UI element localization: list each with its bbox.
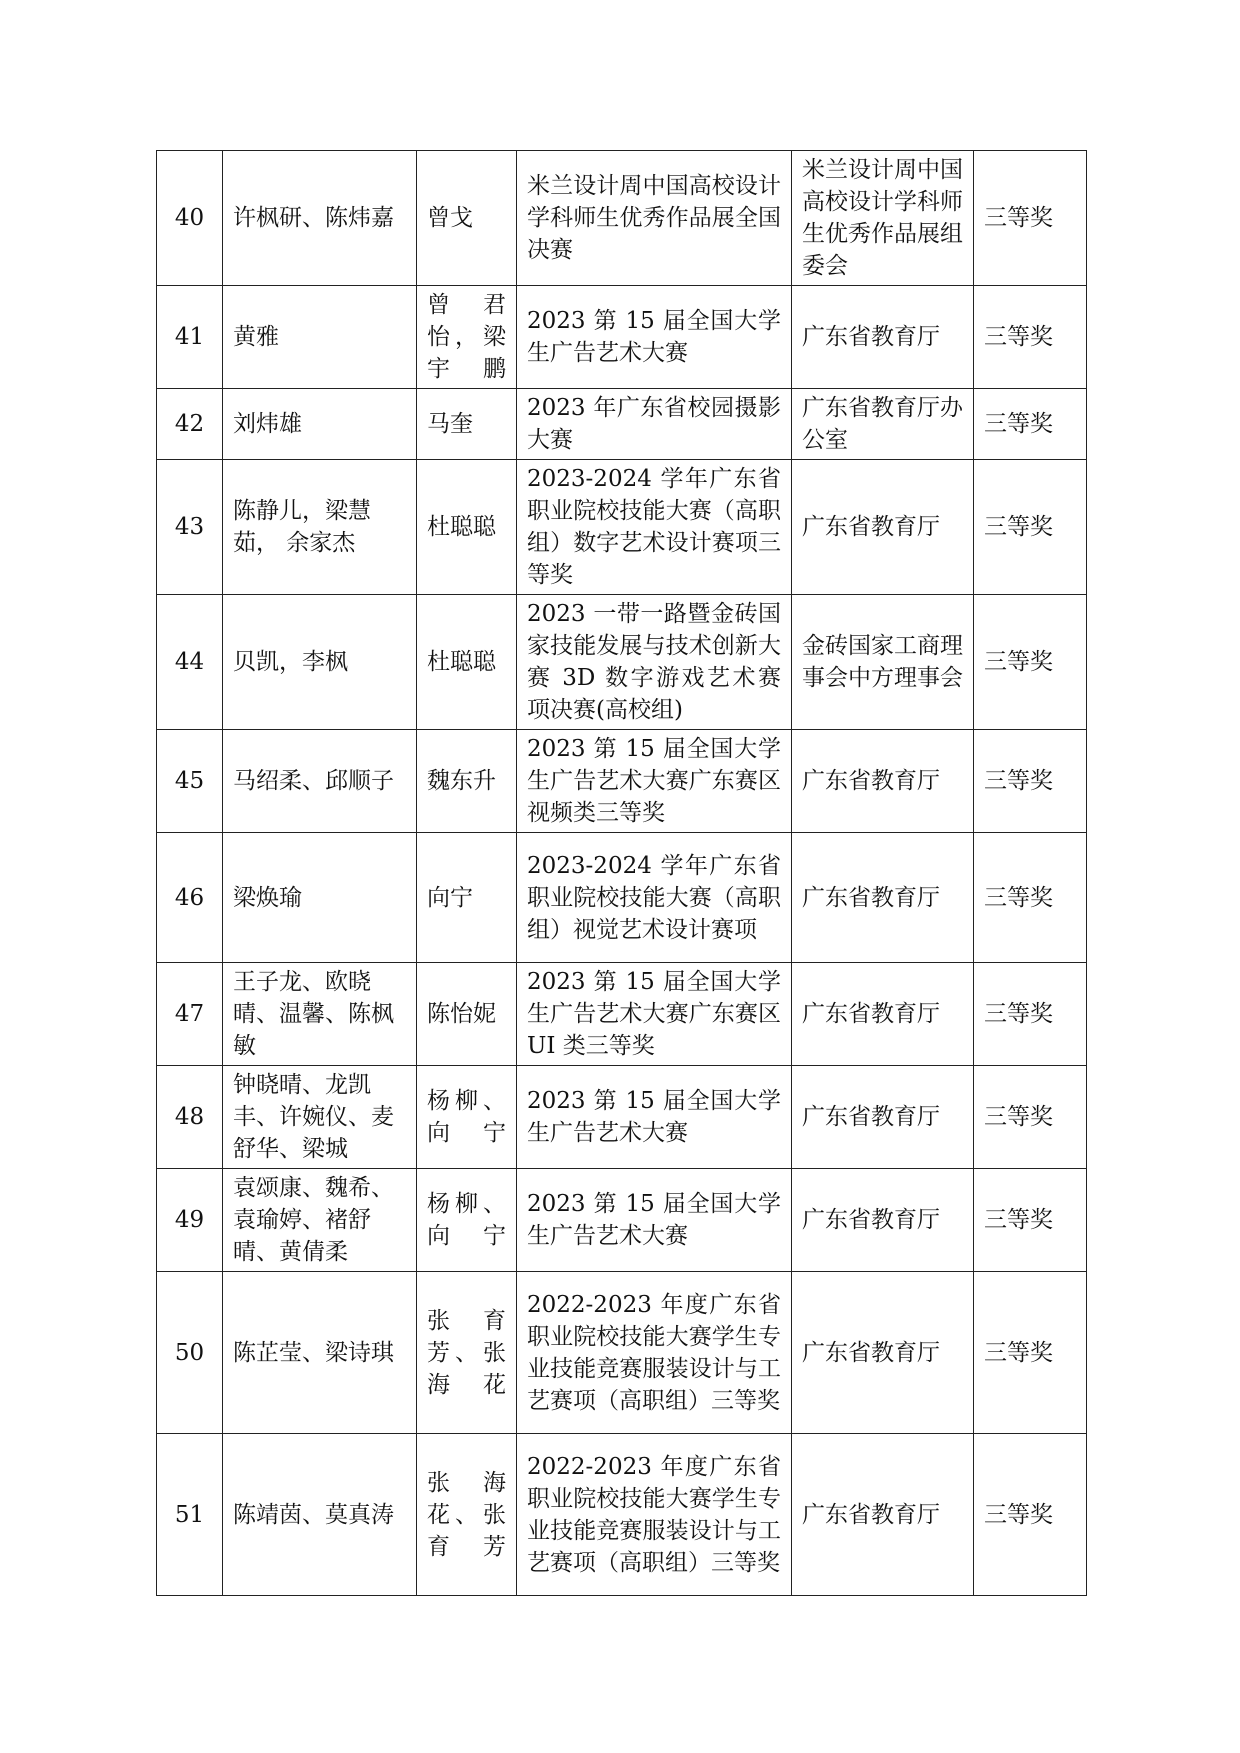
competition-name: 2023 年广东省校园摄影大赛 xyxy=(517,389,792,460)
awards-table-body xyxy=(157,151,1087,1596)
competition-name: 2023 第 15 届全国大学生广告艺术大赛 xyxy=(517,1169,792,1272)
competition-name: 2022-2023 年度广东省职业院校技能大赛学生专业技能竞赛服装设计与工艺赛项（高职组）三等奖 xyxy=(517,1434,792,1596)
organizer-name: 广东省教育厅 xyxy=(792,460,974,595)
organizer-name: 广东省教育厅 xyxy=(792,1434,974,1596)
teacher-names: 张海花、张育芳 xyxy=(417,1434,517,1596)
row-number: 42 xyxy=(157,389,223,460)
award-level: 三等奖 xyxy=(974,595,1087,730)
teacher-names: 陈怡妮 xyxy=(417,963,517,1066)
competition-name: 米兰设计周中国高校设计学科师生优秀作品展全国决赛 xyxy=(517,151,792,286)
organizer-name: 广东省教育厅 xyxy=(792,1169,974,1272)
table-row xyxy=(157,1272,1087,1434)
student-names: 马绍柔、邱顺子 xyxy=(223,730,417,833)
student-names: 陈芷莹、梁诗琪 xyxy=(223,1272,417,1434)
row-number: 49 xyxy=(157,1169,223,1272)
table-row xyxy=(157,833,1087,963)
organizer-name: 广东省教育厅 xyxy=(792,833,974,963)
student-names: 许枫研、陈炜嘉 xyxy=(223,151,417,286)
student-names: 陈靖茵、莫真涛 xyxy=(223,1434,417,1596)
teacher-names: 马奎 xyxy=(417,389,517,460)
award-level: 三等奖 xyxy=(974,1066,1087,1169)
teacher-names: 杨柳、向宁 xyxy=(417,1169,517,1272)
teacher-names: 魏东升 xyxy=(417,730,517,833)
table-row xyxy=(157,389,1087,460)
competition-name: 2023 第 15 届全国大学生广告艺术大赛 xyxy=(517,1066,792,1169)
award-level: 三等奖 xyxy=(974,151,1087,286)
organizer-name: 广东省教育厅 xyxy=(792,963,974,1066)
table-row xyxy=(157,1169,1087,1272)
row-number: 41 xyxy=(157,286,223,389)
row-number: 48 xyxy=(157,1066,223,1169)
organizer-name: 广东省教育厅 xyxy=(792,286,974,389)
table-row xyxy=(157,730,1087,833)
table-row xyxy=(157,963,1087,1066)
table-row xyxy=(157,1066,1087,1169)
competition-name: 2023 第 15 届全国大学生广告艺术大赛广东赛区 UI 类三等奖 xyxy=(517,963,792,1066)
competition-name: 2022-2023 年度广东省职业院校技能大赛学生专业技能竞赛服装设计与工艺赛项（高职组）三等奖 xyxy=(517,1272,792,1434)
teacher-names: 杨柳、向宁 xyxy=(417,1066,517,1169)
organizer-name: 广东省教育厅办公室 xyxy=(792,389,974,460)
table-row xyxy=(157,595,1087,730)
competition-name: 2023 第 15 届全国大学生广告艺术大赛 xyxy=(517,286,792,389)
award-level: 三等奖 xyxy=(974,1434,1087,1596)
row-number: 46 xyxy=(157,833,223,963)
student-names: 贝凯，李枫 xyxy=(223,595,417,730)
teacher-names: 张育芳、张海花 xyxy=(417,1272,517,1434)
table-row xyxy=(157,460,1087,595)
competition-name: 2023 第 15 届全国大学生广告艺术大赛广东赛区视频类三等奖 xyxy=(517,730,792,833)
teacher-names: 曾戈 xyxy=(417,151,517,286)
student-names: 袁颂康、魏希、袁瑜婷、褚舒晴、黄倩柔 xyxy=(223,1169,417,1272)
organizer-name: 金砖国家工商理事会中方理事会 xyxy=(792,595,974,730)
organizer-name: 广东省教育厅 xyxy=(792,1272,974,1434)
table-row xyxy=(157,286,1087,389)
row-number: 43 xyxy=(157,460,223,595)
competition-name: 2023 一带一路暨金砖国家技能发展与技术创新大赛 3D 数字游戏艺术赛项决赛(高校组) xyxy=(517,595,792,730)
student-names: 王子龙、欧晓晴、温馨、陈枫敏 xyxy=(223,963,417,1066)
award-level: 三等奖 xyxy=(974,730,1087,833)
award-level: 三等奖 xyxy=(974,833,1087,963)
organizer-name: 广东省教育厅 xyxy=(792,730,974,833)
row-number: 47 xyxy=(157,963,223,1066)
organizer-name: 广东省教育厅 xyxy=(792,1066,974,1169)
row-number: 50 xyxy=(157,1272,223,1434)
row-number: 40 xyxy=(157,151,223,286)
student-names: 陈静儿，梁慧茹， 余家杰 xyxy=(223,460,417,595)
teacher-names: 杜聪聪 xyxy=(417,595,517,730)
student-names: 黄雅 xyxy=(223,286,417,389)
awards-table xyxy=(156,150,1087,1596)
teacher-names: 杜聪聪 xyxy=(417,460,517,595)
award-level: 三等奖 xyxy=(974,1272,1087,1434)
award-level: 三等奖 xyxy=(974,389,1087,460)
table-row xyxy=(157,151,1087,286)
award-level: 三等奖 xyxy=(974,286,1087,389)
award-level: 三等奖 xyxy=(974,963,1087,1066)
row-number: 44 xyxy=(157,595,223,730)
award-level: 三等奖 xyxy=(974,460,1087,595)
table-row xyxy=(157,1434,1087,1596)
row-number: 51 xyxy=(157,1434,223,1596)
student-names: 钟晓晴、龙凯丰、许婉仪、麦舒华、梁城 xyxy=(223,1066,417,1169)
student-names: 梁焕瑜 xyxy=(223,833,417,963)
award-level: 三等奖 xyxy=(974,1169,1087,1272)
teacher-names: 向宁 xyxy=(417,833,517,963)
competition-name: 2023-2024 学年广东省职业院校技能大赛（高职组）数字艺术设计赛项三等奖 xyxy=(517,460,792,595)
teacher-names: 曾君怡，梁宇鹏 xyxy=(417,286,517,389)
competition-name: 2023-2024 学年广东省职业院校技能大赛（高职组）视觉艺术设计赛项 xyxy=(517,833,792,963)
row-number: 45 xyxy=(157,730,223,833)
student-names: 刘炜雄 xyxy=(223,389,417,460)
organizer-name: 米兰设计周中国高校设计学科师生优秀作品展组委会 xyxy=(792,151,974,286)
